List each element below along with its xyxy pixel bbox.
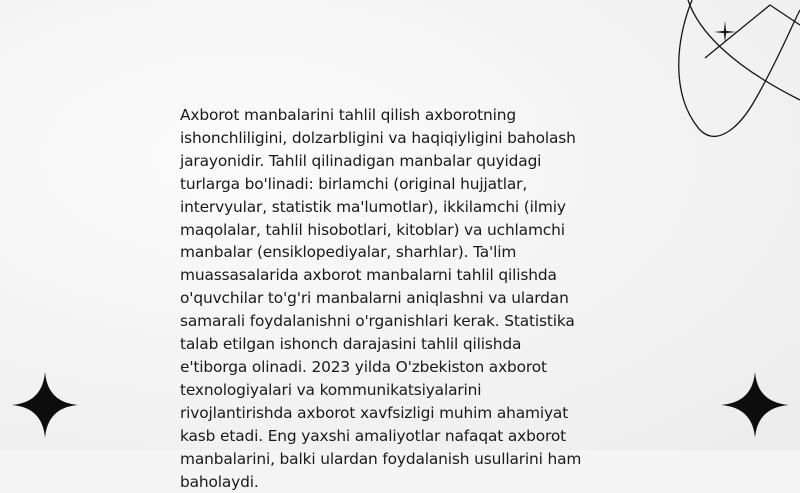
body-line: samarali foydalanishni o'rganishlari kerak. Statistika	[180, 310, 620, 333]
body-line: ishonchliligini, dolzarbligini va haqiqiyligini baholash	[180, 127, 620, 150]
body-line: kasb etadi. Eng yaxshi amaliyotlar nafaqat axborot	[180, 425, 620, 448]
body-line: turlarga bo'linadi: birlamchi (original hujjatlar,	[180, 173, 620, 196]
body-line: muassasalarida axborot manbalarni tahlil qilishda	[180, 264, 620, 287]
body-line: e'tiborga olinadi. 2023 yilda O'zbekiston axborot	[180, 356, 620, 379]
body-line: talab etilgan ishonch darajasini tahlil qilishda	[180, 333, 620, 356]
star-icon-bottom-right	[721, 372, 789, 438]
body-line: manbalar (ensiklopediyalar, sharhlar). Ta'lim	[180, 241, 620, 264]
body-paragraph	[180, 104, 620, 493]
body-line: jarayonidir. Tahlil qilinadigan manbalar quyidagi	[180, 150, 620, 173]
body-line: o'quvchilar to'g'ri manbalarni aniqlashni va ulardan	[180, 287, 620, 310]
body-line: texnologiyalari va kommunikatsiyalarini	[180, 379, 620, 402]
body-line: maqolalar, tahlil hisobotlari, kitoblar) va uchlamchi	[180, 219, 620, 242]
body-line: manbalarini, balki ulardan foydalanish usullarini ham	[180, 448, 620, 471]
star-icon-bottom-left	[12, 372, 78, 438]
body-line: rivojlantirishda axborot xavfsizligi muhim ahamiyat	[180, 402, 620, 425]
body-line: intervyular, statistik ma'lumotlar), ikkilamchi (ilmiy	[180, 196, 620, 219]
body-line: Axborot manbalarini tahlil qilish axborotning	[180, 104, 620, 127]
body-line: baholaydi.	[180, 471, 620, 493]
sparkle-icon	[714, 21, 736, 43]
